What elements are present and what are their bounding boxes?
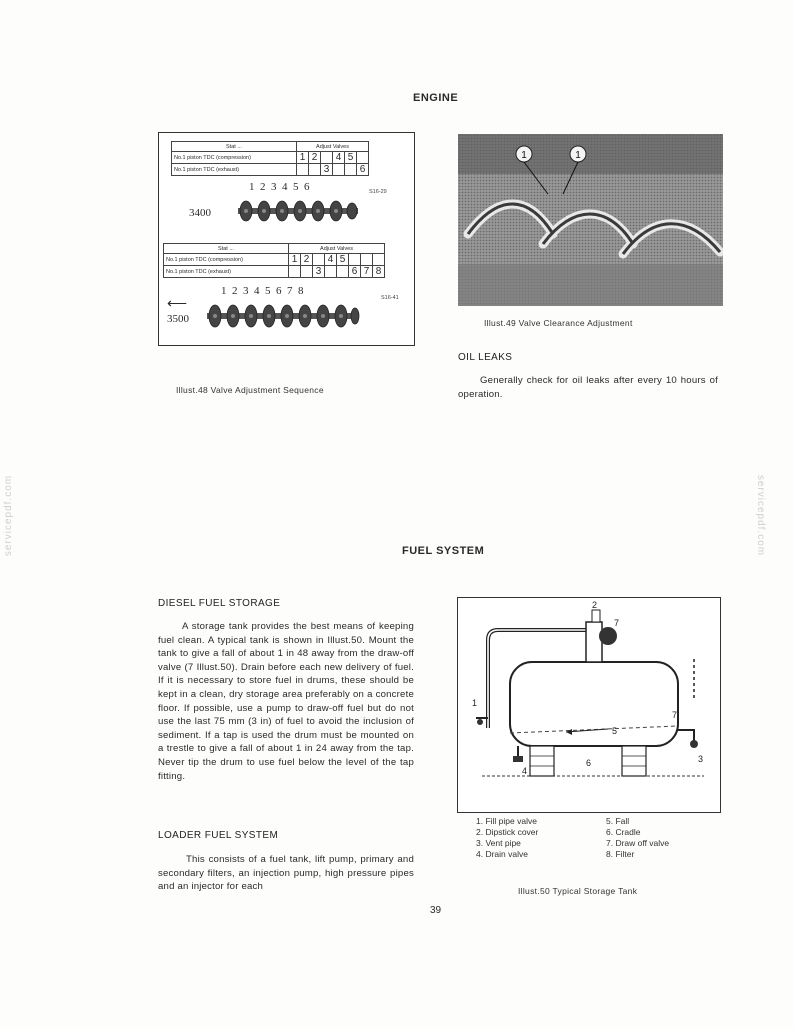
table-header: Adjust Valves xyxy=(289,244,385,254)
oil-leaks-text: Generally check for oil leaks after every 10 hours of operation. xyxy=(458,375,718,400)
tank-legend-left xyxy=(476,816,538,860)
row-label: No.1 piston TDC (exhaust) xyxy=(172,164,297,176)
watermark-left: servicepdf.com xyxy=(3,474,15,557)
valve-sequence-illustration xyxy=(158,132,415,346)
legend-item: 4. Drain valve xyxy=(476,849,528,859)
photo-callout: 1 xyxy=(575,150,581,161)
row-label: No.1 piston TDC (compression) xyxy=(172,152,297,164)
illus48-caption: Illust.48 Valve Adjustment Sequence xyxy=(176,385,324,395)
legend-item: 5. Fall xyxy=(606,816,630,826)
valve-cell: 5 xyxy=(337,254,349,266)
diesel-storage-text: A storage tank provides the best means of keeping fuel clean. A typical tank is shown in Illust.50. Mount the tank to give a fall of about 1 in 48 away from the draw-off valve (7 Illust.50). Drain before each new delivery of fuel. If it is necessary to store fuel in drums, these should be kept in a clean, dry storage area preferably on a concrete floor. If possible, use a pump to draw-off fuel but do not use the last 75 mm (3 in) of fuel to avoid the inclusion of sediment. If a tap is used the drum must be mounted on a trestle to give a fall of about 1 in 24 away from the tap. Never tip the drum to use fuel below the level of the tap fitting. xyxy=(158,621,414,782)
diesel-storage-heading: DIESEL FUEL STORAGE xyxy=(158,598,281,609)
valve-cell: 6 xyxy=(349,266,361,278)
valve-cell: 4 xyxy=(333,152,345,164)
loader-fuel-heading: LOADER FUEL SYSTEM xyxy=(158,830,279,841)
callout-label: 5 xyxy=(612,726,618,736)
valve-cell xyxy=(325,266,337,278)
valve-cell xyxy=(373,254,385,266)
table-header: Stat ... xyxy=(164,244,289,254)
valve-cell: 4 xyxy=(325,254,337,266)
camshaft-drawing-3400 xyxy=(234,195,364,227)
valve-table-3400 xyxy=(171,141,369,176)
valve-cell: 1 xyxy=(297,152,309,164)
tank-legend-right xyxy=(606,816,669,860)
cylinder-numbers-3500: 1 2 3 4 5 6 7 8 xyxy=(221,285,304,297)
row-label: No.1 piston TDC (exhaust) xyxy=(164,266,289,278)
valve-cell xyxy=(313,254,325,266)
table-header: Stat ... xyxy=(172,142,297,152)
callout-label: 1 xyxy=(472,698,478,708)
legend-item: 2. Dipstick cover xyxy=(476,827,539,837)
valve-cell xyxy=(301,266,313,278)
valve-cell: 3 xyxy=(321,164,333,176)
watermark-right: servicepdf.com xyxy=(755,474,767,557)
legend-item: 1. Fill pipe valve xyxy=(476,816,537,826)
figure-code: S16-41 xyxy=(381,295,399,301)
legend-item: 6. Cradle xyxy=(606,827,641,837)
valve-cell xyxy=(297,164,309,176)
table-header: Adjust Valves xyxy=(297,142,369,152)
callout-label: 4 xyxy=(522,766,528,776)
engine-label-3400: 3400 xyxy=(189,207,211,219)
section-title-fuel: FUEL SYSTEM xyxy=(402,545,485,557)
oil-leaks-heading: OIL LEAKS xyxy=(458,352,513,363)
callout-label: 7 xyxy=(672,710,678,720)
valve-cell xyxy=(333,164,345,176)
legend-item: 3. Vent pipe xyxy=(476,838,521,848)
valve-table-3500 xyxy=(163,243,385,278)
engine-label-3500: 3500 xyxy=(167,313,189,325)
callout-label: 7 xyxy=(614,618,620,628)
valve-cell xyxy=(345,164,357,176)
legend-item: 7. Draw off valve xyxy=(606,838,670,848)
legend-item: 8. Filter xyxy=(606,849,635,859)
callout-label: 3 xyxy=(698,754,704,764)
valve-cell xyxy=(361,254,373,266)
valve-cell: 8 xyxy=(373,266,385,278)
valve-cell: 1 xyxy=(289,254,301,266)
loader-fuel-text: This consists of a fuel tank, lift pump, primary and secondary filters, an injection pump, high pressure pipes and an injector for each xyxy=(158,854,414,893)
valve-cell: 7 xyxy=(361,266,373,278)
valve-cell xyxy=(289,266,301,278)
valve-cell: 2 xyxy=(309,152,321,164)
illus50-caption: Illust.50 Typical Storage Tank xyxy=(518,886,638,896)
illus49-caption: Illust.49 Valve Clearance Adjustment xyxy=(484,318,633,328)
callout-label: 2 xyxy=(592,600,598,610)
figure-code: S16-29 xyxy=(369,189,387,195)
valve-cell xyxy=(337,266,349,278)
valve-cell xyxy=(309,164,321,176)
camshaft-drawing-3500 xyxy=(203,299,363,333)
valve-cell: 3 xyxy=(313,266,325,278)
photo-callout: 1 xyxy=(521,150,527,161)
valve-clearance-photo xyxy=(458,134,723,306)
cylinder-numbers-3400: 1 2 3 4 5 6 xyxy=(249,181,310,193)
valve-cell xyxy=(321,152,333,164)
storage-tank-drawing xyxy=(458,598,720,812)
direction-arrow-icon: ⟵ xyxy=(167,295,188,311)
valve-cell xyxy=(357,152,369,164)
row-label: No.1 piston TDC (compression) xyxy=(164,254,289,266)
valve-cell: 2 xyxy=(301,254,313,266)
valve-cell: 6 xyxy=(357,164,369,176)
callout-label: 6 xyxy=(586,758,592,768)
valve-cell: 5 xyxy=(345,152,357,164)
storage-tank-illustration xyxy=(457,597,721,813)
page-number: 39 xyxy=(430,905,442,916)
valve-cell xyxy=(349,254,361,266)
section-title-engine: ENGINE xyxy=(413,92,459,104)
